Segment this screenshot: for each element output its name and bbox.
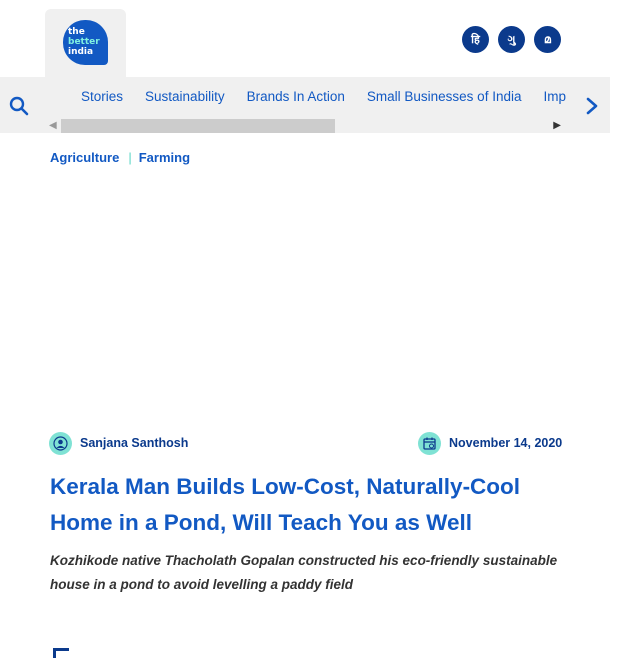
nav-item-small-businesses[interactable]: Small Businesses of India (366, 89, 522, 104)
article-headline: Kerala Man Builds Low-Cost, Naturally-Cool Home in a Pond, Will Teach You as Well (50, 474, 521, 535)
scroll-left-arrow-icon[interactable]: ◀ (49, 120, 57, 131)
category-agriculture-link[interactable]: Agriculture (50, 150, 120, 165)
logo-container[interactable] (45, 9, 126, 77)
author-name[interactable]: Sanjana Santhosh (80, 436, 189, 450)
nav-items (70, 77, 566, 119)
site-logo[interactable] (63, 20, 108, 65)
category-separator: | (128, 150, 132, 165)
user-icon (49, 432, 72, 455)
logo-text-india: india (68, 47, 94, 57)
article-summary: Kozhikode native Thacholath Gopalan constructed his eco-friendly sustainable house in a pond to avoid levelling a paddy field (50, 553, 558, 592)
scroll-right-arrow-icon[interactable]: ▶ (553, 120, 561, 131)
logo-text-better: better (68, 37, 100, 47)
language-gujarati-button[interactable]: ગુ (498, 26, 525, 53)
logo-text-the: the (68, 27, 85, 37)
language-malayalam-button[interactable]: മ (534, 26, 561, 53)
nav-scrollbar[interactable] (47, 119, 565, 133)
search-icon[interactable] (9, 96, 29, 116)
category-farming-link[interactable]: Farming (138, 150, 191, 165)
nav-item-sustainability[interactable]: Sustainability (145, 89, 225, 104)
chevron-right-icon[interactable] (583, 96, 601, 116)
content-corner-marker (53, 648, 69, 658)
category-navbar (0, 77, 610, 133)
nav-item-brands-in-action[interactable]: Brands In Action (246, 89, 345, 104)
calendar-icon (418, 432, 441, 455)
publish-date: November 14, 2020 (449, 436, 563, 450)
scroll-thumb[interactable] (61, 119, 335, 133)
language-hindi-button[interactable]: हि (462, 26, 489, 53)
nav-item-stories[interactable]: Stories (81, 89, 124, 104)
breadcrumb (50, 150, 190, 165)
nav-item-impact[interactable]: Imp (543, 89, 566, 104)
